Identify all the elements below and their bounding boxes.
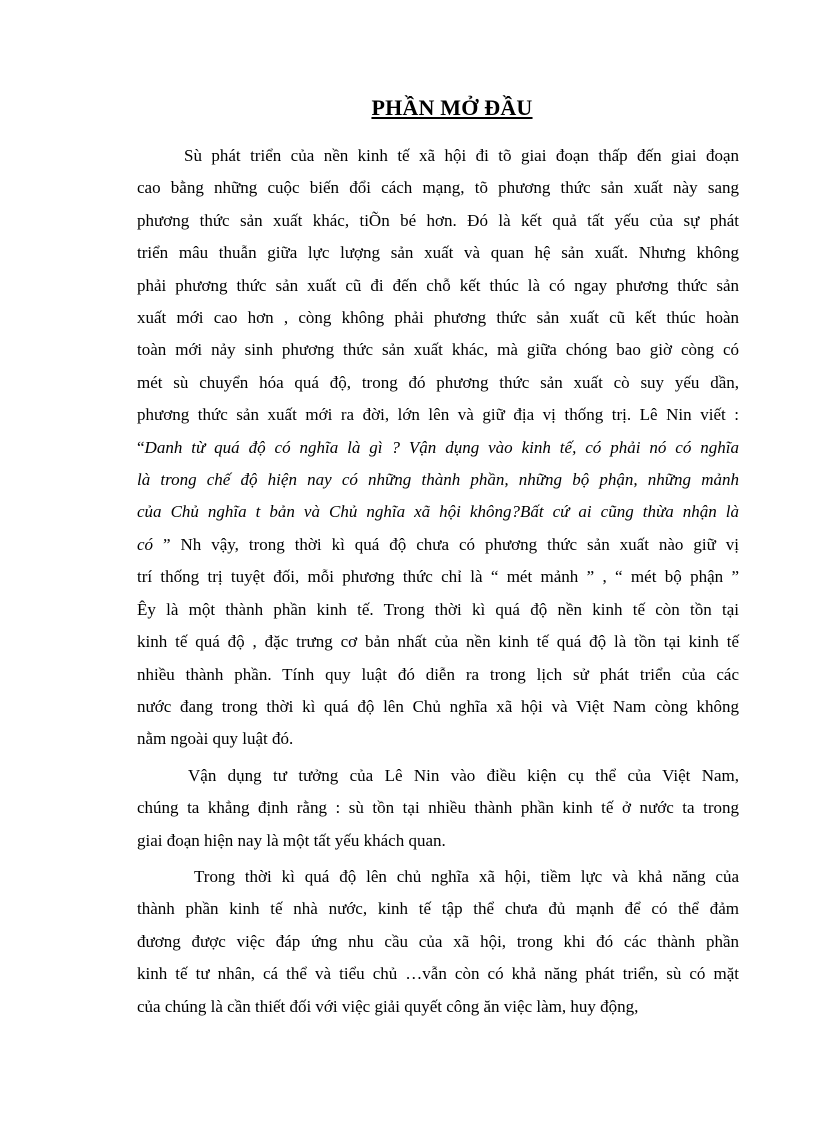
paragraph-line: kinh tế tư nhân, cá thể và tiểu chủ …vẫn còn có khả năng phát triển, sù có mặt (137, 964, 739, 984)
paragraph-text: Nh vậy, trong thời kì quá độ chưa có phương thức sản xuất nào giữ vị (170, 534, 739, 554)
paragraph-line: toàn mới nảy sinh phương thức sản xuất khác, mà giữa chóng bao giờ còng có (137, 340, 739, 360)
quote-open-mark: “ (137, 437, 145, 457)
quote-text: có (137, 534, 154, 554)
paragraph-line: cao bằng những cuộc biến đổi cách mạng, tõ phương thức sản xuất này sang (137, 178, 739, 198)
paragraph-line: đương được việc đáp ứng nhu cầu của xã hội, trong khi đó các thành phần (137, 931, 739, 951)
paragraph-line: phải phương thức sản xuất cũ đi đến chỗ kết thúc là có ngay phương thức sản (137, 275, 739, 295)
paragraph-line: Sù phát triển của nền kinh tế xã hội đi tõ giai đoạn thấp đến giai đoạn (184, 146, 739, 165)
paragraph-line: Trong thời kì quá độ lên chủ nghĩa xã hội, tiềm lực và khả năng của (194, 866, 739, 886)
paragraph-line: nằm ngoài quy luật đó. (137, 729, 294, 749)
paragraph-line: mét sù chuyển hóa quá độ, trong đó phương thức sản xuất cò suy yếu dần, (137, 372, 739, 392)
document-body (137, 140, 739, 1023)
paragraph-line: Êy là một thành phần kinh tế. Trong thời kì quá độ nền kinh tế còn tồn tại (137, 599, 739, 619)
quote-close-mark: ” (153, 534, 171, 554)
paragraph-line: giai đoạn hiện nay là một tất yếu khách quan. (137, 830, 446, 850)
paragraph-line: nhiều thành phần. Tính quy luật đó diễn ra trong lịch sử phát triển của các (137, 664, 739, 684)
quote-line (137, 432, 739, 464)
paragraph-line: trí thống trị tuyệt đối, mỗi phương thức chỉ là “ mét mảnh ” , “ mét bộ phận ” (137, 567, 739, 587)
quote-line: là trong chế độ hiện nay có những thành phần, những bộ phận, những mảnh (137, 470, 739, 490)
paragraph-line: chúng ta khẳng định rằng : sù tồn tại nhiều thành phần kinh tế ở nước ta trong (137, 798, 739, 818)
paragraph-line: phương thức sản xuất khác, tiÕn bé hơn. Đó là kết quả tất yếu của sự phát (137, 210, 739, 230)
quote-end-line (137, 529, 739, 561)
paragraph-line: triển mâu thuẫn giữa lực lượng sản xuất và quan hệ sản xuất. Nhưng không (137, 243, 739, 263)
paragraph-line: kinh tế quá độ , đặc trưng cơ bản nhất của nền kinh tế quá độ là tồn tại kinh tế (137, 632, 739, 652)
paragraph-line: thành phần kinh tế nhà nước, kinh tế tập thể chưa đủ mạnh để có thể đảm (137, 899, 739, 919)
paragraph-line: nước đang trong thời kì quá độ lên Chủ nghĩa xã hội và Việt Nam còng không (137, 696, 739, 716)
paragraph-line: của chúng là cần thiết đối với việc giải quyết công ăn việc làm, huy động, (137, 996, 639, 1016)
paragraph-line: phương thức sản xuất mới ra đời, lớn lên và giữ địa vị thống trị. Lê Nin viết : (137, 405, 739, 425)
paragraph-line: xuất mới cao hơn , còng không phải phương thức sản xuất cũ kết thúc hoàn (137, 308, 739, 328)
paragraph-line: Vận dụng tư tưởng của Lê Nin vào điều kiện cụ thể của Việt Nam, (188, 765, 739, 785)
page-title: PHẦN MỞ ĐẦU (371, 95, 533, 120)
quote-text: Danh từ quá độ có nghĩa là gì ? Vận dụng vào kinh tế, có phải nó có nghĩa (144, 437, 739, 457)
quote-line: của Chủ nghĩa t bản và Chủ nghĩa xã hội không?Bất cứ ai cũng thừa nhận là (137, 502, 739, 522)
